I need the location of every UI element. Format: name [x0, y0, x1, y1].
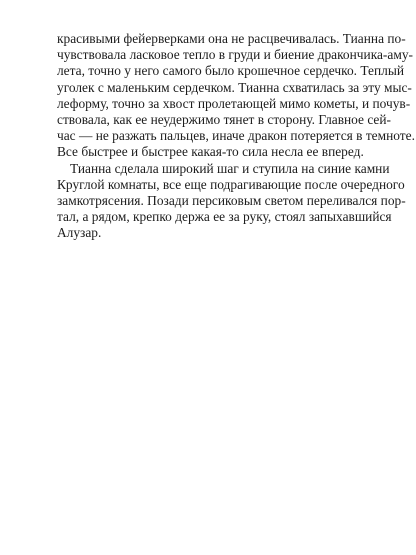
text-line: Все быстрее и быстрее какая-то сила несла ее вперед.	[57, 144, 364, 160]
text-line: тал, а рядом, крепко держа ее за руку, стоял запыхавшийся	[57, 209, 392, 225]
text-line: Алузар.	[57, 225, 102, 241]
text-line: чувствовала ласковое тепло в груди и биение дракончика-аму-	[57, 47, 413, 63]
paragraph-2	[57, 160, 406, 242]
text-line: замкотрясения. Позади персиковым светом переливался пор-	[57, 192, 406, 208]
text-line: Тианна сделала широкий шаг и ступила на синие камни	[70, 160, 390, 176]
text-line: лета, точно у него самого было крошечное сердечко. Теплый	[57, 63, 404, 79]
text-line: Круглой комнаты, все еще подрагивающие после очередного	[57, 176, 405, 192]
paragraph-1	[57, 31, 415, 161]
body-text	[57, 31, 415, 241]
text-line: леформу, точно за хвост пролетающей мимо кометы, и почув-	[57, 95, 411, 111]
text-line: час — не разжать пальцев, иначе дракон потеряется в темноте.	[57, 128, 415, 144]
text-line: уголек с маленьким сердечком. Тианна схватилась за эту мыс-	[57, 79, 412, 95]
text-line: ствовала, как ее неудержимо тянет в сторону. Главное сей-	[57, 111, 392, 127]
text-line: красивыми фейерверками она не расцвечивалась. Тианна по-	[57, 31, 406, 46]
